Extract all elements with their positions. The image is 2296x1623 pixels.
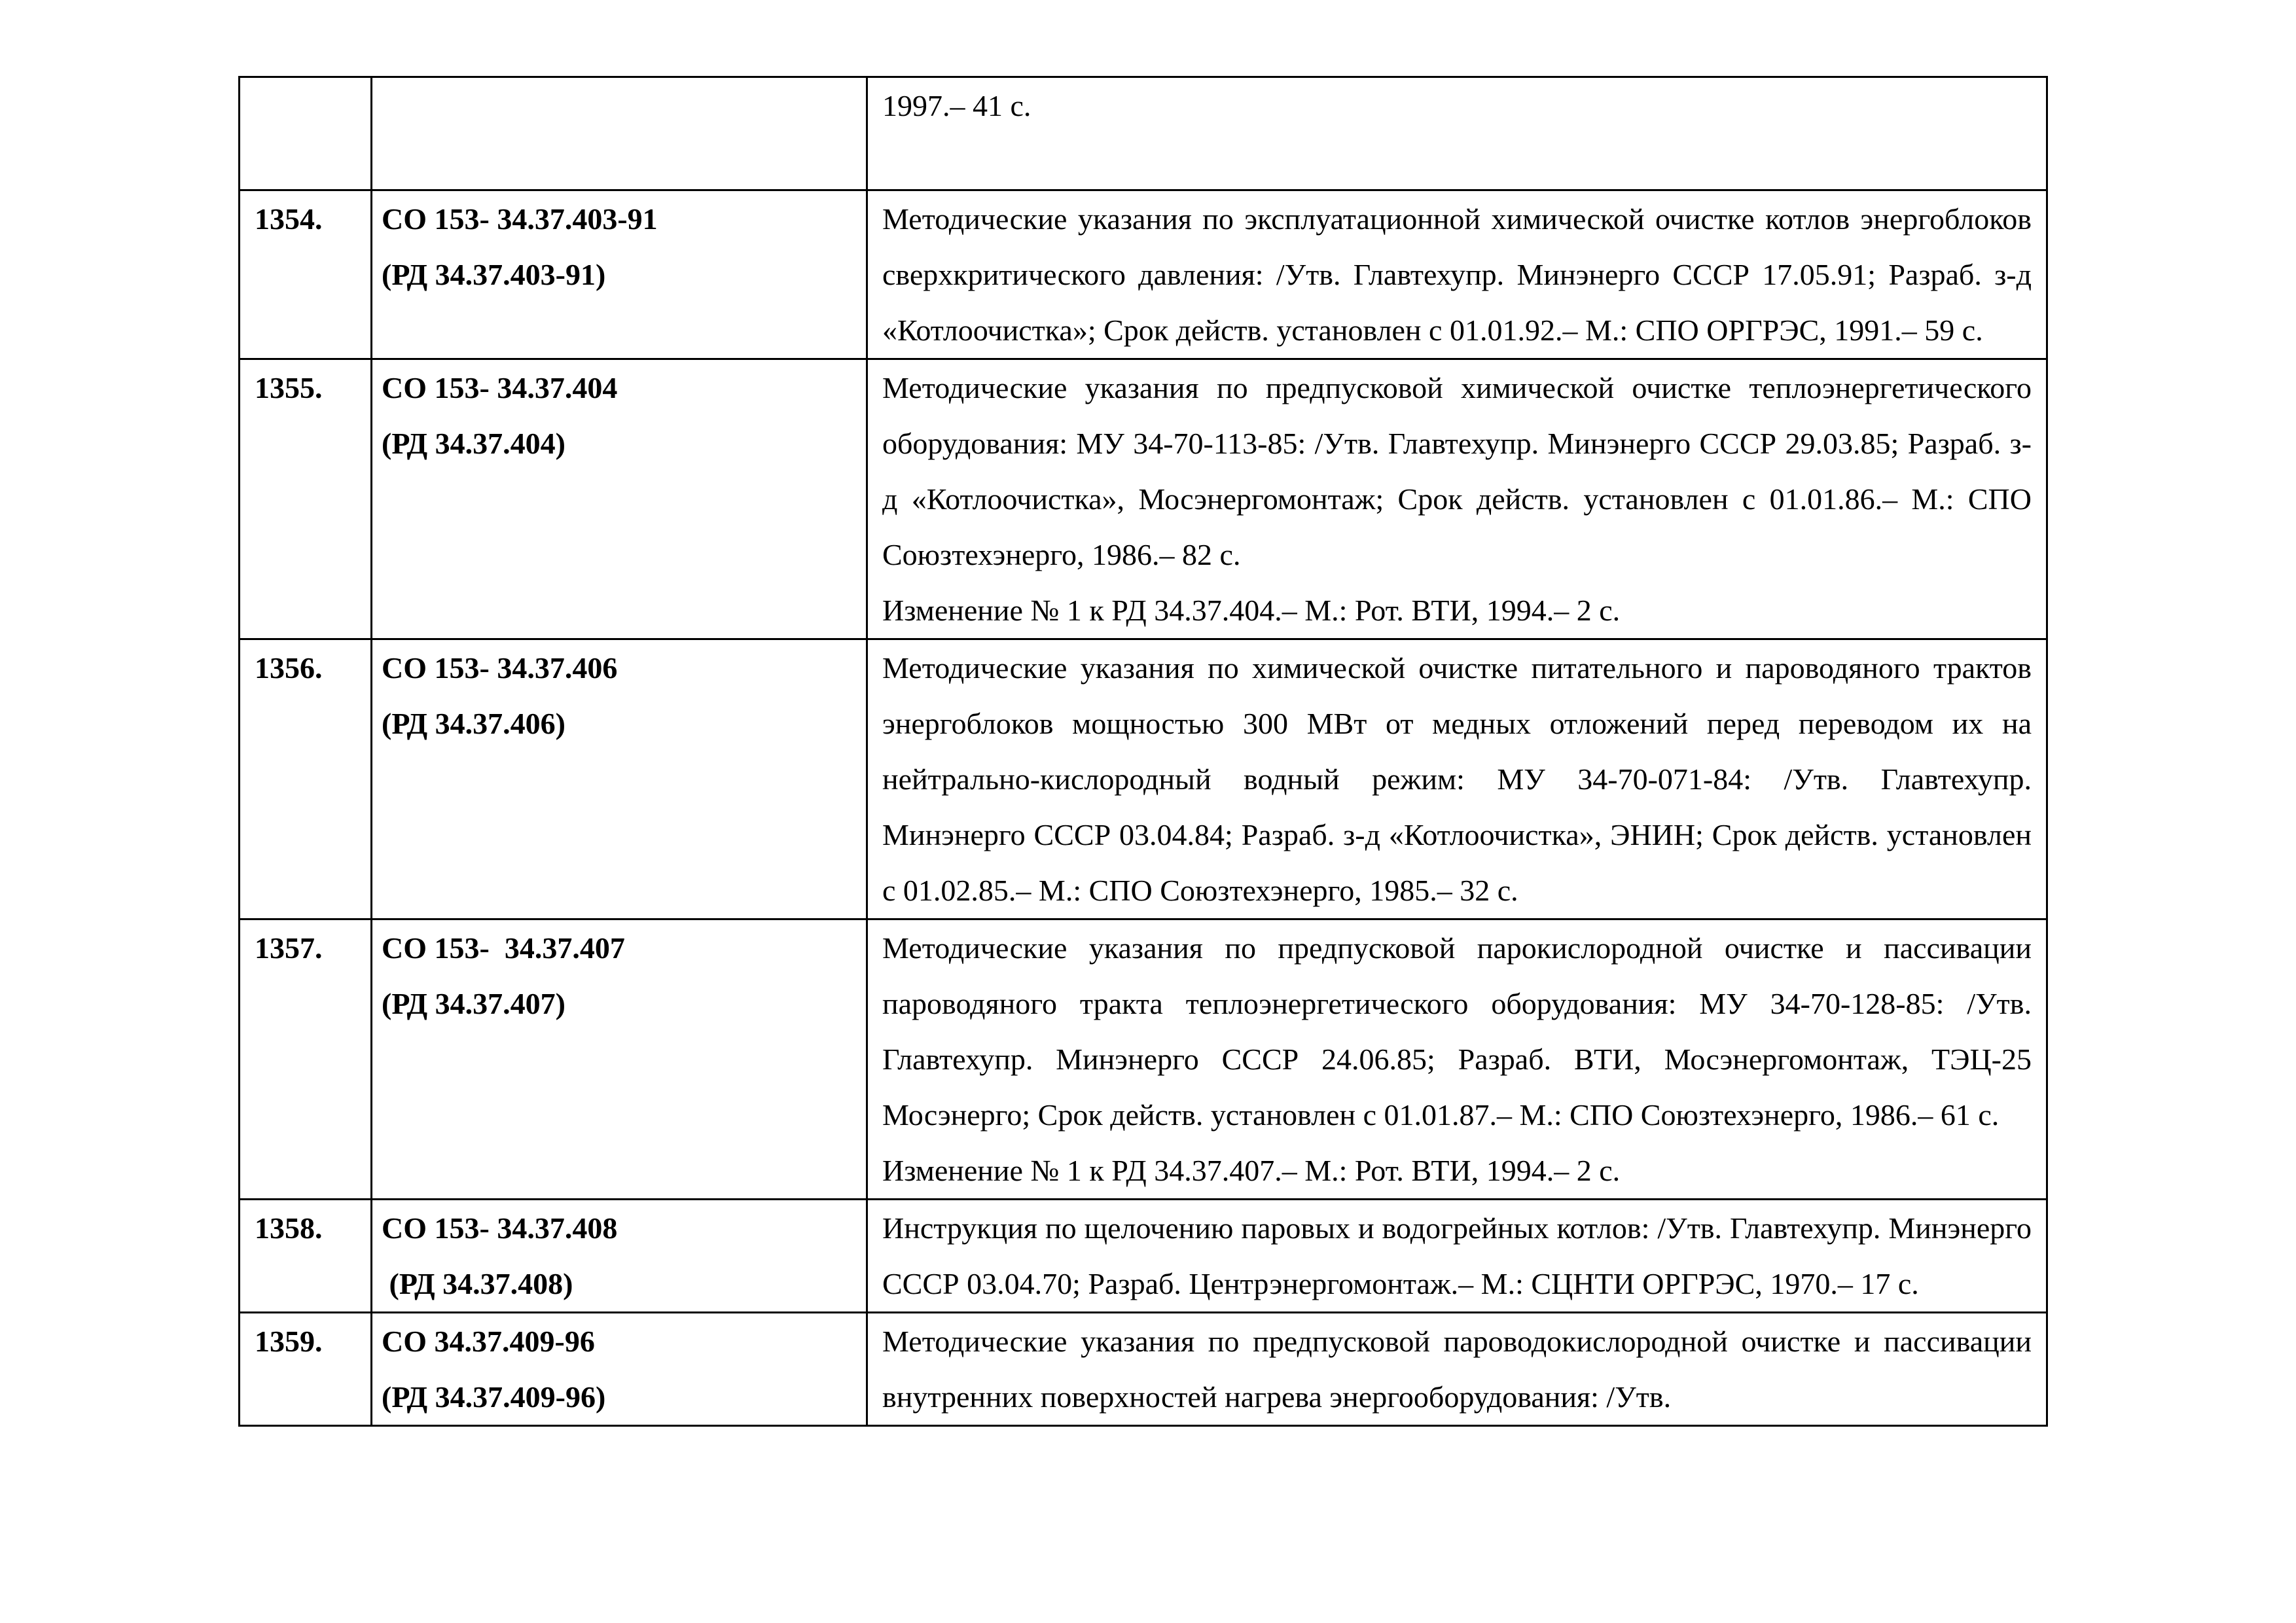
rd-code: (РД 34.37.408) <box>382 1267 573 1300</box>
document-description <box>867 77 2047 190</box>
document-code <box>372 359 867 639</box>
document-description <box>867 190 2047 359</box>
standard-code <box>382 78 866 134</box>
entry-number <box>240 77 372 190</box>
document-description <box>867 639 2047 919</box>
entry-number: 1356. <box>240 639 372 919</box>
standard-code: СО 153- 34.37.407 <box>382 931 625 965</box>
table-row <box>240 639 2047 919</box>
table-row <box>240 1313 2047 1426</box>
document-code <box>372 639 867 919</box>
document-code <box>372 190 867 359</box>
amendment-text: Изменение № 1 к РД 34.37.407.– М.: Рот. ВТИ, 1994.– 2 с. <box>882 1154 1621 1187</box>
standard-code: СО 34.37.409-96 <box>382 1325 595 1358</box>
amendment-text: Изменение № 1 к РД 34.37.404.– М.: Рот. ВТИ, 1994.– 2 с. <box>882 594 1621 627</box>
rd-code <box>382 134 866 189</box>
table-row <box>240 77 2047 190</box>
document-code <box>372 919 867 1200</box>
description-text: Методические указания по эксплуатационной химической очистке котлов энергоблоков сверхкритического давления: /Утв. Главтехупр. Минэнерго СССР 17.05.91; Разраб. з-д «Котлоочистка»; Срок действ. установлен с 01.01.92.– М.: СПО ОРГРЭС, 1991.– 59 с. <box>882 202 2032 347</box>
rd-code: (РД 34.37.404) <box>382 427 565 460</box>
document-description <box>867 359 2047 639</box>
entry-number: 1358. <box>240 1200 372 1313</box>
document-description <box>867 1313 2047 1426</box>
document-code <box>372 77 867 190</box>
table-row <box>240 190 2047 359</box>
standard-code: СО 153- 34.37.404 <box>382 371 618 404</box>
rd-code: (РД 34.37.407) <box>382 987 565 1020</box>
standard-code: СО 153- 34.37.408 <box>382 1211 618 1245</box>
registry-body <box>240 77 2047 1426</box>
document-description <box>867 919 2047 1200</box>
standard-code: СО 153- 34.37.403-91 <box>382 202 658 236</box>
entry-number: 1354. <box>240 190 372 359</box>
rd-code: (РД 34.37.409-96) <box>382 1380 606 1414</box>
standard-code: СО 153- 34.37.406 <box>382 651 618 685</box>
document-code <box>372 1200 867 1313</box>
document-description <box>867 1200 2047 1313</box>
standards-registry-table <box>238 76 2048 1427</box>
description-text: Методические указания по предпусковой химической очистке теплоэнергетического оборудования: МУ 34-70-113-85: /Утв. Главтехупр. Минэнерго СССР 29.03.85; Разраб. з-д «Котлоочистка», Мосэнергомонтаж; Срок действ. установлен с 01.01.86.– М.: СПО Союзтехэнерго, 1986.– 82 с. <box>882 371 2032 571</box>
entry-number: 1357. <box>240 919 372 1200</box>
rd-code: (РД 34.37.403-91) <box>382 258 606 291</box>
description-text: 1997.– 41 с. <box>882 89 1031 122</box>
table-row <box>240 1200 2047 1313</box>
document-code <box>372 1313 867 1426</box>
description-text: Инструкция по щелочению паровых и водогрейных котлов: /Утв. Главтехупр. Минэнерго СССР 03.04.70; Разраб. Центрэнергомонтаж.– М.: СЦНТИ ОРГРЭС, 1970.– 17 с. <box>882 1211 2032 1300</box>
entry-number: 1359. <box>240 1313 372 1426</box>
table-row <box>240 359 2047 639</box>
description-text: Методические указания по химической очистке питательного и пароводяного трактов энергоблоков мощностью 300 МВт от медных отложений перед переводом их на нейтрально-кислородный водный режим: МУ 34-70-071-84: /Утв. Главтехупр. Минэнерго СССР 03.04.84; Разраб. з-д «Котлоочистка», ЭНИН; Срок действ. установлен с 01.02.85.– М.: СПО Союзтехэнерго, 1985.– 32 с. <box>882 651 2032 907</box>
table-row <box>240 919 2047 1200</box>
description-text: Методические указания по предпусковой парокислородной очистке и пассивации пароводяного тракта теплоэнергетического оборудования: МУ 34-70-128-85: /Утв. Главтехупр. Минэнерго СССР 24.06.85; Разраб. ВТИ, Мосэнергомонтаж, ТЭЦ-25 Мосэнерго; Срок действ. установлен с 01.01.87.– М.: СПО Союзтехэнерго, 1986.– 61 с. <box>882 931 2032 1132</box>
entry-number: 1355. <box>240 359 372 639</box>
rd-code: (РД 34.37.406) <box>382 707 565 740</box>
description-text: Методические указания по предпусковой пароводокислородной очистке и пассивации внутренних поверхностей нагрева энергооборудования: /Утв. <box>882 1325 2032 1414</box>
